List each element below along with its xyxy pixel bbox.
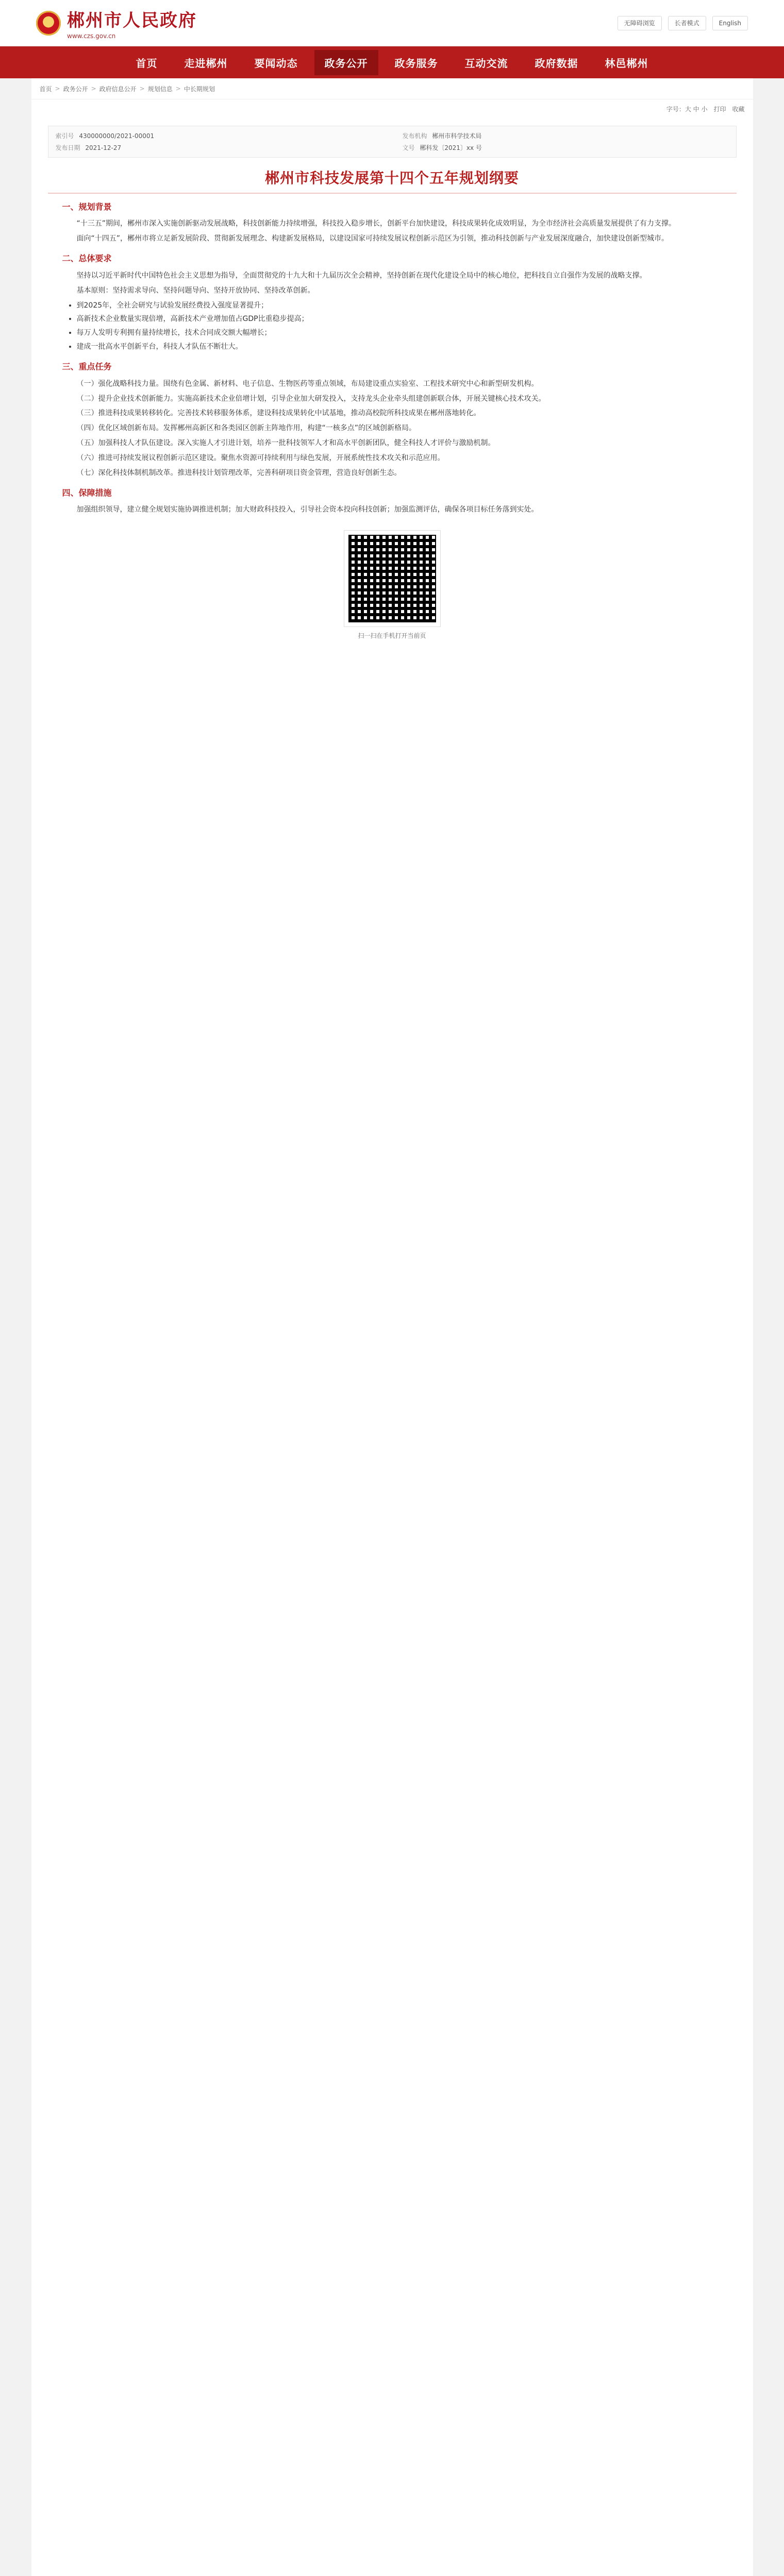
breadcrumb-separator: > — [91, 85, 96, 92]
meta-key: 发布机构 — [402, 132, 427, 140]
qr-section — [62, 531, 722, 626]
site-title: 郴州市人民政府 — [67, 10, 197, 31]
breadcrumb-separator: > — [55, 85, 60, 92]
paragraph: 面向“十四五”，郴州市将立足新发展阶段、贯彻新发展理念、构建新发展格局，以建设国家可持续发展议程创新示范区为引领，推动科技创新与产业发展深度融合，加快建设创新型城市。 — [76, 234, 669, 243]
nav-home[interactable]: 首页 — [136, 57, 158, 70]
goal-item: • 建成一批高水平创新平台，科技人才队伍不断壮大。 — [77, 341, 722, 353]
accessibility-button[interactable]: 无障碍浏览 — [618, 16, 662, 30]
goal-item: • 高新技术企业数量实现倍增，高新技术产业增加值占GDP比重稳步提高； — [77, 313, 722, 326]
meta-org — [403, 131, 729, 140]
paragraph: （七）深化科技体制机制改革。推进科技计划管理改革，完善科研项目资金管理，营造良好创新生态。 — [76, 469, 402, 478]
paragraph: （六）推进可持续发展议程创新示范区建设。聚焦水资源可持续利用与绿色发展，开展系统性技术攻关和示范应用。 — [76, 454, 445, 463]
goal-item: • 每万人发明专利拥有量持续增长，技术合同成交额大幅增长； — [77, 327, 722, 340]
breadcrumb — [31, 78, 753, 99]
favorite-button[interactable]: 收藏 — [732, 106, 745, 113]
qr-caption: 扫一扫在手机打开当前页 — [358, 632, 426, 640]
paragraph: 基本原则：坚持需求导向、坚持问题导向、坚持开放协同、坚持改革创新。 — [76, 286, 315, 295]
section-heading: 四、保障措施 — [62, 488, 112, 498]
meta-key: 发布日期 — [55, 144, 80, 151]
title-divider — [48, 193, 737, 194]
nav-data[interactable]: 政府数据 — [535, 57, 578, 70]
goals-list — [77, 299, 722, 354]
breadcrumb-item[interactable]: 规划信息 — [147, 85, 173, 93]
section-heading: 一、规划背景 — [62, 202, 112, 212]
article-tools — [31, 99, 753, 118]
paragraph: （二）提升企业技术创新能力。实施高新技术企业倍增计划，引导企业加大研发投入，支持龙头企业牵头组建创新联合体，开展关键核心技术攻关。 — [76, 394, 546, 403]
breadcrumb-item[interactable]: 政府信息公开 — [99, 85, 137, 93]
paragraph: （五）加强科技人才队伍建设。深入实施人才引进计划，培养一批科技领军人才和高水平创新团队，健全科技人才评价与激励机制。 — [76, 439, 495, 448]
breadcrumb-item[interactable]: 政务公开 — [63, 85, 88, 93]
paragraph: （四）优化区域创新布局。发挥郴州高新区和各类园区创新主阵地作用，构建“一核多点”的区域创新格局。 — [76, 424, 416, 433]
font-size-control[interactable]: 字号：大 中 小 — [666, 106, 708, 113]
document-meta — [48, 126, 737, 158]
print-button[interactable]: 打印 — [713, 106, 726, 113]
goal-item: • 到2025年，全社会研究与试验发展经费投入强度显著提升； — [77, 299, 722, 312]
meta-key: 文号 — [402, 144, 415, 151]
article-title: 郴州市科技发展第十四个五年规划纲要 — [264, 170, 519, 187]
breadcrumb-separator: > — [139, 85, 145, 92]
meta-date — [56, 143, 382, 152]
breadcrumb-item[interactable]: 首页 — [39, 85, 52, 93]
site-brand[interactable] — [36, 6, 197, 40]
top-bar — [0, 0, 784, 46]
paragraph: （三）推进科技成果转移转化。完善技术转移服务体系，建设科技成果转化中试基地，推动高校院所科技成果在郴州落地转化。 — [76, 409, 481, 418]
nav-public[interactable]: 政务公开 — [314, 50, 378, 75]
english-button[interactable]: English — [712, 16, 748, 30]
main-nav — [0, 46, 784, 78]
section-heading: 三、重点任务 — [62, 362, 112, 372]
meta-doc — [403, 143, 729, 152]
section-heading: 二、总体要求 — [62, 253, 112, 264]
nav-intro[interactable]: 走进郴州 — [184, 57, 228, 70]
nav-forest-city[interactable]: 林邑郴州 — [605, 57, 648, 70]
elderly-mode-button[interactable]: 长者模式 — [668, 16, 706, 30]
content-wrap — [31, 78, 753, 2576]
breadcrumb-separator: > — [175, 85, 181, 92]
breadcrumb-item[interactable]: 中长期规划 — [184, 85, 215, 93]
site-url: www.czs.gov.cn — [67, 32, 116, 40]
nav-news[interactable]: 要闻动态 — [254, 57, 298, 70]
paragraph: 坚持以习近平新时代中国特色社会主义思想为指导，全面贯彻党的十九大和十九届历次全会精神，坚持创新在现代化建设全局中的核心地位，把科技自立自强作为发展的战略支撑。 — [76, 271, 647, 280]
meta-value: 2021-12-27 — [85, 144, 122, 151]
nav-services[interactable]: 政务服务 — [394, 57, 438, 70]
meta-value: 郴州市科学技术局 — [432, 132, 482, 140]
national-emblem-icon — [36, 11, 61, 36]
meta-value: 郴科发〔2021〕xx 号 — [420, 144, 482, 151]
meta-value: 430000000/2021-00001 — [79, 132, 155, 140]
top-actions — [618, 16, 748, 30]
qr-code-icon — [344, 531, 440, 626]
nav-interaction[interactable]: 互动交流 — [464, 57, 508, 70]
meta-key: 索引号 — [55, 132, 74, 140]
paragraph: （一）强化战略科技力量。围绕有色金属、新材料、电子信息、生物医药等重点领域，布局建设重点实验室、工程技术研究中心和新型研发机构。 — [76, 379, 539, 388]
article-body — [31, 200, 753, 642]
meta-index — [56, 131, 382, 140]
paragraph: “十三五”期间，郴州市深入实施创新驱动发展战略，科技创新能力持续增强，科技投入稳步增长，创新平台加快建设，科技成果转化成效明显，为全市经济社会高质量发展提供了有力支撑。 — [76, 219, 676, 228]
paragraph: 加强组织领导，建立健全规划实施协调推进机制；加大财政科技投入，引导社会资本投向科技创新；加强监测评估，确保各项目标任务落到实处。 — [76, 505, 539, 514]
